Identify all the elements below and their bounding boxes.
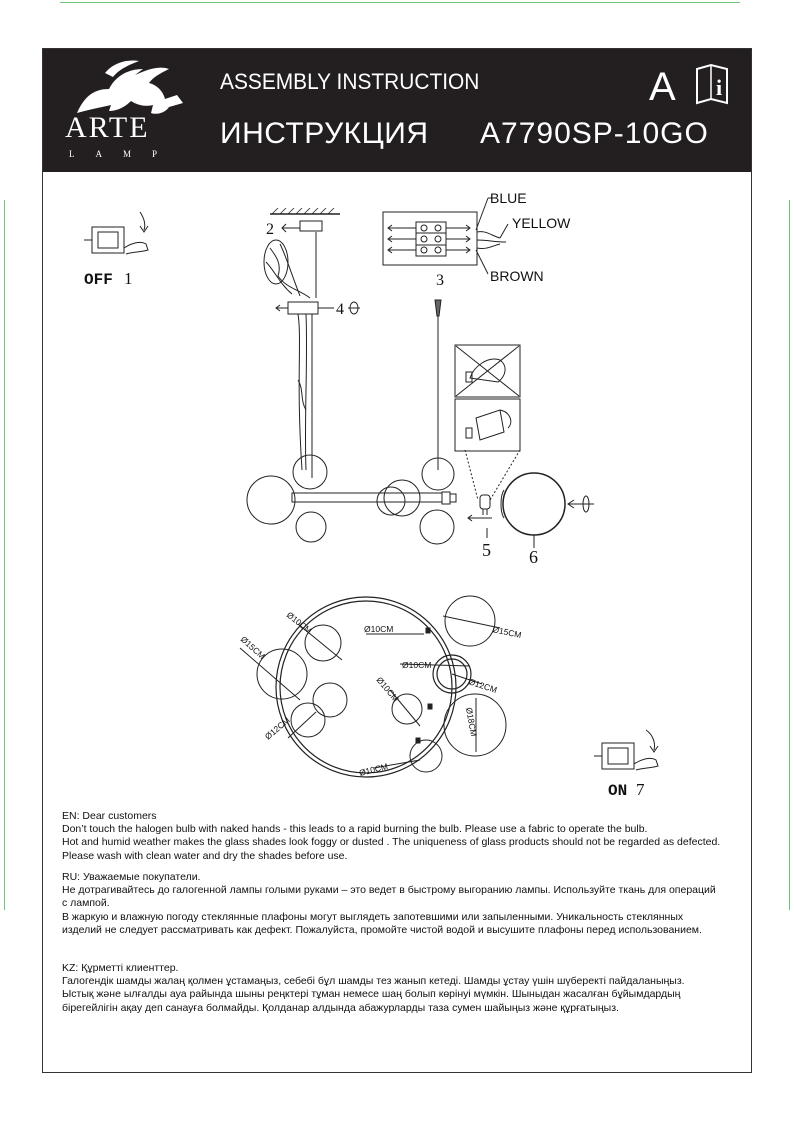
ceiling-hatch (272, 208, 334, 214)
kz-heading: KZ: Құрметті клиенттер. (62, 962, 179, 974)
brand-name: ARTE (65, 111, 150, 144)
ru-heading: RU: Уважаемые покупатели. (62, 871, 201, 883)
brand-subtitle: LAMP (69, 149, 179, 159)
title-en: ASSEMBLY INSTRUCTION (220, 69, 480, 94)
model-number: A7790SP-10GO (480, 117, 709, 150)
step-1-label: 1 (124, 269, 133, 288)
on-label: ON (608, 782, 628, 800)
wire-blue-label: BLUE (490, 190, 527, 206)
dim-label-6: Ø12CM (467, 676, 499, 695)
en-heading: EN: Dear customers (62, 810, 157, 822)
dim-label-10: Ø10CM (358, 761, 389, 778)
off-label: OFF (84, 271, 113, 289)
canopy (288, 302, 318, 314)
title-ru: ИНСТРУКЦИЯ (220, 117, 429, 150)
leader-yellow (500, 224, 508, 238)
dim-label-4: Ø15CM (491, 624, 523, 641)
text-ru (62, 871, 722, 937)
dim-label-8: Ø12CM (262, 715, 292, 742)
en-paragraph-1: Don’t touch the halogen bulb with naked hands - this leads to a rapid burning the bulb. Please use a fabric to operate the bulb. (62, 823, 648, 836)
switch-on-icon (594, 730, 658, 770)
use-cloth-panel (455, 399, 520, 451)
step-4-label: 4 (336, 301, 344, 318)
text-kz (62, 962, 722, 1015)
wire-yellow-label: YELLOW (512, 215, 571, 231)
step-6-label: 6 (529, 547, 538, 567)
mounting-bracket (300, 221, 322, 231)
kz-paragraph-1: Галогендік шамды жалаң қолмен ұстамаңыз, себебі бұл шамды тез жанып кетеді. Шамды ұстау үшін шүберекті пайдаланыңыз. (62, 975, 685, 988)
terminal-block (383, 212, 506, 265)
info-letter: i (715, 75, 723, 100)
dim-label-2: Ø15CM (238, 634, 268, 662)
glass-shade (501, 473, 594, 535)
step-2-label: 2 (266, 221, 274, 238)
wire-brown-label: BROWN (490, 268, 544, 284)
kz-paragraph-2: Ыстық және ылғалды ауа райында шыны реңктері тұман немесе шаң болып көрінуі мүмкін. Шыныдан жасалған бұйымдардың бірегейлігін ақау деп санауға болмайды. Қолданар алдында абажурларды таза сумен шайыңыз және құрғатыңыз. (62, 988, 681, 1014)
switch-off-icon (84, 212, 148, 254)
leader-brown (476, 250, 488, 274)
step-5-label: 5 (482, 540, 491, 560)
wiring-bundle (264, 232, 316, 298)
step-7-label: 7 (636, 780, 645, 799)
ru-paragraph-1: Не дотрагивайтесь до галогенной лампы голыми руками – это ведет в быстрому выгоранию лампы. Используйте ткань для операций с лампой. (62, 884, 716, 910)
ru-paragraph-2: В жаркую и влажную погоду стеклянные плафоны могут выглядеть запотевшими или запыленными. Уникальность стеклянных изделий не следует рассматривать как дефект. Пожалуйста, промойте чистой водой и высушите плафоны перед использованием. (62, 910, 702, 936)
leader-blue (476, 198, 488, 230)
step-3-label: 3 (436, 272, 444, 289)
dim-label-3: Ø10CM (364, 624, 394, 634)
dim-label-7: Ø10CM (374, 674, 401, 704)
no-bare-hands-panel (455, 345, 520, 397)
text-en (62, 810, 722, 863)
dim-label-5: Ø10CM (402, 660, 432, 670)
language-letter: A (649, 65, 676, 109)
dim-label-1: Ø10CM (284, 609, 315, 636)
dim-label-9: Ø18CM (464, 706, 479, 738)
chandelier-side-view (247, 455, 456, 544)
en-paragraph-2: Hot and humid weather makes the glass shades look foggy or dusted . The uniqueness of glass products should not be regarded as defected. Please wash with clean water and dry the shades before use. (62, 836, 721, 862)
halogen-bulb (468, 495, 492, 521)
